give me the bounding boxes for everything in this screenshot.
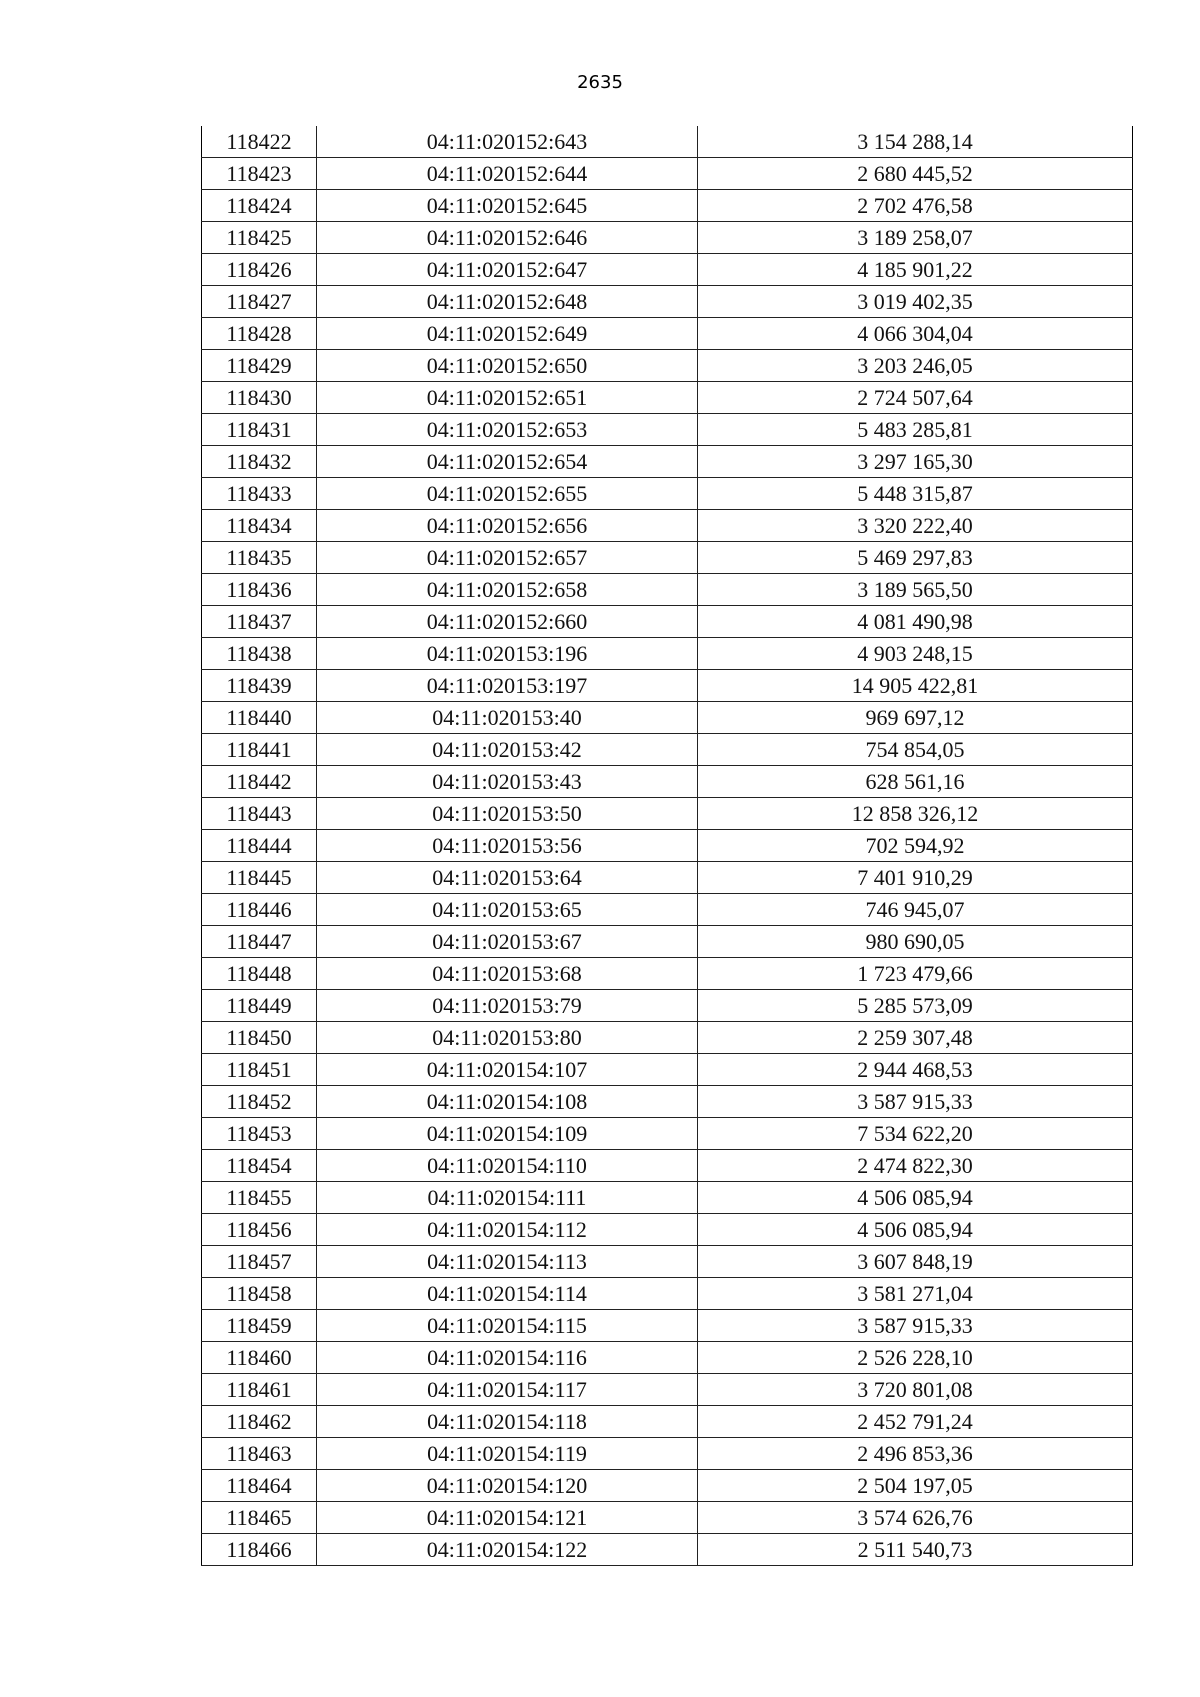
cadastral-number-cell: 04:11:020154:121 — [317, 1502, 698, 1534]
row-number-cell: 118454 — [202, 1150, 317, 1182]
cadastral-value-cell: 7 534 622,20 — [698, 1118, 1133, 1150]
table-row — [202, 350, 1133, 382]
table-row — [202, 1278, 1133, 1310]
cadastral-number-cell: 04:11:020152:650 — [317, 350, 698, 382]
row-number-cell: 118455 — [202, 1182, 317, 1214]
table-row — [202, 894, 1133, 926]
cadastral-value-cell: 4 506 085,94 — [698, 1214, 1133, 1246]
table-row — [202, 1246, 1133, 1278]
table-row — [202, 190, 1133, 222]
table-row — [202, 1310, 1133, 1342]
row-number-cell: 118466 — [202, 1534, 317, 1566]
cadastral-value-cell: 5 448 315,87 — [698, 478, 1133, 510]
cadastral-value-cell: 2 504 197,05 — [698, 1470, 1133, 1502]
cadastral-number-cell: 04:11:020152:660 — [317, 606, 698, 638]
cadastral-number-cell: 04:11:020153:68 — [317, 958, 698, 990]
cadastral-number-cell: 04:11:020154:111 — [317, 1182, 698, 1214]
row-number-cell: 118435 — [202, 542, 317, 574]
row-number-cell: 118433 — [202, 478, 317, 510]
cadastral-value-cell: 5 285 573,09 — [698, 990, 1133, 1022]
cadastral-value-cell: 2 702 476,58 — [698, 190, 1133, 222]
table-row — [202, 446, 1133, 478]
row-number-cell: 118457 — [202, 1246, 317, 1278]
cadastral-number-cell: 04:11:020153:64 — [317, 862, 698, 894]
cadastral-value-cell: 3 574 626,76 — [698, 1502, 1133, 1534]
cadastral-number-cell: 04:11:020152:646 — [317, 222, 698, 254]
cadastral-value-cell: 4 066 304,04 — [698, 318, 1133, 350]
table-row — [202, 1534, 1133, 1566]
row-number-cell: 118464 — [202, 1470, 317, 1502]
cadastral-value-cell: 4 903 248,15 — [698, 638, 1133, 670]
cadastral-value-cell: 980 690,05 — [698, 926, 1133, 958]
cadastral-number-cell: 04:11:020154:108 — [317, 1086, 698, 1118]
table-body — [202, 126, 1133, 1566]
cadastral-value-cell: 2 511 540,73 — [698, 1534, 1133, 1566]
row-number-cell: 118440 — [202, 702, 317, 734]
cadastral-number-cell: 04:11:020152:653 — [317, 414, 698, 446]
cadastral-value-cell: 5 483 285,81 — [698, 414, 1133, 446]
table-row — [202, 1118, 1133, 1150]
table-row — [202, 926, 1133, 958]
cadastral-number-cell: 04:11:020153:196 — [317, 638, 698, 670]
cadastral-value-cell: 7 401 910,29 — [698, 862, 1133, 894]
table-row — [202, 798, 1133, 830]
cadastral-number-cell: 04:11:020152:643 — [317, 126, 698, 158]
table-row — [202, 1182, 1133, 1214]
cadastral-number-cell: 04:11:020154:117 — [317, 1374, 698, 1406]
cadastral-value-cell: 702 594,92 — [698, 830, 1133, 862]
cadastral-number-cell: 04:11:020154:120 — [317, 1470, 698, 1502]
table-row — [202, 158, 1133, 190]
cadastral-value-cell: 5 469 297,83 — [698, 542, 1133, 574]
table-row — [202, 414, 1133, 446]
cadastral-number-cell: 04:11:020153:42 — [317, 734, 698, 766]
row-number-cell: 118444 — [202, 830, 317, 862]
cadastral-value-cell: 2 496 853,36 — [698, 1438, 1133, 1470]
table-row — [202, 1214, 1133, 1246]
row-number-cell: 118423 — [202, 158, 317, 190]
row-number-cell: 118458 — [202, 1278, 317, 1310]
cadastral-value-cell: 628 561,16 — [698, 766, 1133, 798]
cadastral-number-cell: 04:11:020153:40 — [317, 702, 698, 734]
cadastral-value-cell: 3 720 801,08 — [698, 1374, 1133, 1406]
cadastral-value-cell: 2 474 822,30 — [698, 1150, 1133, 1182]
cadastral-value-cell: 2 452 791,24 — [698, 1406, 1133, 1438]
cadastral-value-cell: 3 189 565,50 — [698, 574, 1133, 606]
table-row — [202, 606, 1133, 638]
cadastral-number-cell: 04:11:020154:113 — [317, 1246, 698, 1278]
cadastral-value-cell: 4 506 085,94 — [698, 1182, 1133, 1214]
row-number-cell: 118461 — [202, 1374, 317, 1406]
row-number-cell: 118453 — [202, 1118, 317, 1150]
row-number-cell: 118439 — [202, 670, 317, 702]
row-number-cell: 118463 — [202, 1438, 317, 1470]
table-row — [202, 1342, 1133, 1374]
row-number-cell: 118448 — [202, 958, 317, 990]
row-number-cell: 118459 — [202, 1310, 317, 1342]
cadastral-value-cell: 3 320 222,40 — [698, 510, 1133, 542]
row-number-cell: 118424 — [202, 190, 317, 222]
cadastral-number-cell: 04:11:020154:112 — [317, 1214, 698, 1246]
row-number-cell: 118445 — [202, 862, 317, 894]
table-row — [202, 766, 1133, 798]
table-row — [202, 1022, 1133, 1054]
cadastral-value-cell: 2 944 468,53 — [698, 1054, 1133, 1086]
cadastral-number-cell: 04:11:020152:651 — [317, 382, 698, 414]
cadastral-value-cell: 3 587 915,33 — [698, 1310, 1133, 1342]
cadastral-number-cell: 04:11:020154:119 — [317, 1438, 698, 1470]
cadastral-value-cell: 12 858 326,12 — [698, 798, 1133, 830]
cadastral-number-cell: 04:11:020154:115 — [317, 1310, 698, 1342]
cadastral-value-cell: 2 259 307,48 — [698, 1022, 1133, 1054]
table-row — [202, 734, 1133, 766]
cadastral-number-cell: 04:11:020152:655 — [317, 478, 698, 510]
table-row — [202, 254, 1133, 286]
cadastral-number-cell: 04:11:020154:107 — [317, 1054, 698, 1086]
table-row — [202, 1150, 1133, 1182]
cadastral-value-cell: 14 905 422,81 — [698, 670, 1133, 702]
row-number-cell: 118431 — [202, 414, 317, 446]
row-number-cell: 118428 — [202, 318, 317, 350]
row-number-cell: 118430 — [202, 382, 317, 414]
row-number-cell: 118432 — [202, 446, 317, 478]
cadastral-value-cell: 2 680 445,52 — [698, 158, 1133, 190]
table-row — [202, 126, 1133, 158]
table-row — [202, 542, 1133, 574]
row-number-cell: 118460 — [202, 1342, 317, 1374]
cadastral-value-cell: 3 189 258,07 — [698, 222, 1133, 254]
row-number-cell: 118449 — [202, 990, 317, 1022]
table-row — [202, 1374, 1133, 1406]
cadastral-value-cell: 3 581 271,04 — [698, 1278, 1133, 1310]
table-row — [202, 862, 1133, 894]
table-row — [202, 222, 1133, 254]
cadastral-value-cell: 969 697,12 — [698, 702, 1133, 734]
cadastral-value-cell: 2 526 228,10 — [698, 1342, 1133, 1374]
table-row — [202, 1054, 1133, 1086]
cadastral-number-cell: 04:11:020154:114 — [317, 1278, 698, 1310]
table-row — [202, 670, 1133, 702]
cadastral-number-cell: 04:11:020152:657 — [317, 542, 698, 574]
row-number-cell: 118462 — [202, 1406, 317, 1438]
cadastral-value-cell: 3 607 848,19 — [698, 1246, 1133, 1278]
cadastral-number-cell: 04:11:020153:56 — [317, 830, 698, 862]
cadastral-value-cell: 3 297 165,30 — [698, 446, 1133, 478]
cadastral-number-cell: 04:11:020152:649 — [317, 318, 698, 350]
cadastral-value-cell: 754 854,05 — [698, 734, 1133, 766]
cadastral-value-table — [201, 126, 1133, 1566]
table-row — [202, 1086, 1133, 1118]
row-number-cell: 118438 — [202, 638, 317, 670]
cadastral-number-cell: 04:11:020152:645 — [317, 190, 698, 222]
cadastral-value-cell: 3 587 915,33 — [698, 1086, 1133, 1118]
cadastral-number-cell: 04:11:020154:110 — [317, 1150, 698, 1182]
cadastral-value-cell: 4 185 901,22 — [698, 254, 1133, 286]
table-row — [202, 1502, 1133, 1534]
row-number-cell: 118450 — [202, 1022, 317, 1054]
row-number-cell: 118456 — [202, 1214, 317, 1246]
cadastral-number-cell: 04:11:020152:644 — [317, 158, 698, 190]
cadastral-number-cell: 04:11:020153:50 — [317, 798, 698, 830]
row-number-cell: 118451 — [202, 1054, 317, 1086]
cadastral-value-cell: 4 081 490,98 — [698, 606, 1133, 638]
row-number-cell: 118447 — [202, 926, 317, 958]
cadastral-number-cell: 04:11:020154:116 — [317, 1342, 698, 1374]
cadastral-number-cell: 04:11:020152:658 — [317, 574, 698, 606]
cadastral-number-cell: 04:11:020153:43 — [317, 766, 698, 798]
table-row — [202, 1406, 1133, 1438]
table-row — [202, 478, 1133, 510]
cadastral-value-cell: 3 154 288,14 — [698, 126, 1133, 158]
table-row — [202, 574, 1133, 606]
row-number-cell: 118443 — [202, 798, 317, 830]
cadastral-number-cell: 04:11:020153:65 — [317, 894, 698, 926]
cadastral-number-cell: 04:11:020153:197 — [317, 670, 698, 702]
cadastral-value-cell: 1 723 479,66 — [698, 958, 1133, 990]
cadastral-number-cell: 04:11:020152:647 — [317, 254, 698, 286]
cadastral-value-cell: 746 945,07 — [698, 894, 1133, 926]
row-number-cell: 118446 — [202, 894, 317, 926]
row-number-cell: 118452 — [202, 1086, 317, 1118]
cadastral-number-cell: 04:11:020153:79 — [317, 990, 698, 1022]
table-row — [202, 318, 1133, 350]
cadastral-number-cell: 04:11:020154:109 — [317, 1118, 698, 1150]
row-number-cell: 118434 — [202, 510, 317, 542]
row-number-cell: 118441 — [202, 734, 317, 766]
table-row — [202, 638, 1133, 670]
row-number-cell: 118436 — [202, 574, 317, 606]
cadastral-value-cell: 2 724 507,64 — [698, 382, 1133, 414]
table-row — [202, 958, 1133, 990]
table-row — [202, 1470, 1133, 1502]
cadastral-number-cell: 04:11:020152:648 — [317, 286, 698, 318]
row-number-cell: 118437 — [202, 606, 317, 638]
row-number-cell: 118442 — [202, 766, 317, 798]
cadastral-number-cell: 04:11:020152:656 — [317, 510, 698, 542]
row-number-cell: 118427 — [202, 286, 317, 318]
cadastral-number-cell: 04:11:020154:118 — [317, 1406, 698, 1438]
cadastral-value-cell: 3 019 402,35 — [698, 286, 1133, 318]
row-number-cell: 118465 — [202, 1502, 317, 1534]
row-number-cell: 118422 — [202, 126, 317, 158]
table-row — [202, 830, 1133, 862]
cadastral-number-cell: 04:11:020152:654 — [317, 446, 698, 478]
table-row — [202, 382, 1133, 414]
page-number: 2635 — [577, 72, 623, 93]
table-row — [202, 702, 1133, 734]
row-number-cell: 118425 — [202, 222, 317, 254]
table-row — [202, 286, 1133, 318]
row-number-cell: 118426 — [202, 254, 317, 286]
cadastral-number-cell: 04:11:020153:67 — [317, 926, 698, 958]
cadastral-number-cell: 04:11:020154:122 — [317, 1534, 698, 1566]
cadastral-value-cell: 3 203 246,05 — [698, 350, 1133, 382]
row-number-cell: 118429 — [202, 350, 317, 382]
table-row — [202, 510, 1133, 542]
table-row — [202, 1438, 1133, 1470]
table-row — [202, 990, 1133, 1022]
cadastral-number-cell: 04:11:020153:80 — [317, 1022, 698, 1054]
